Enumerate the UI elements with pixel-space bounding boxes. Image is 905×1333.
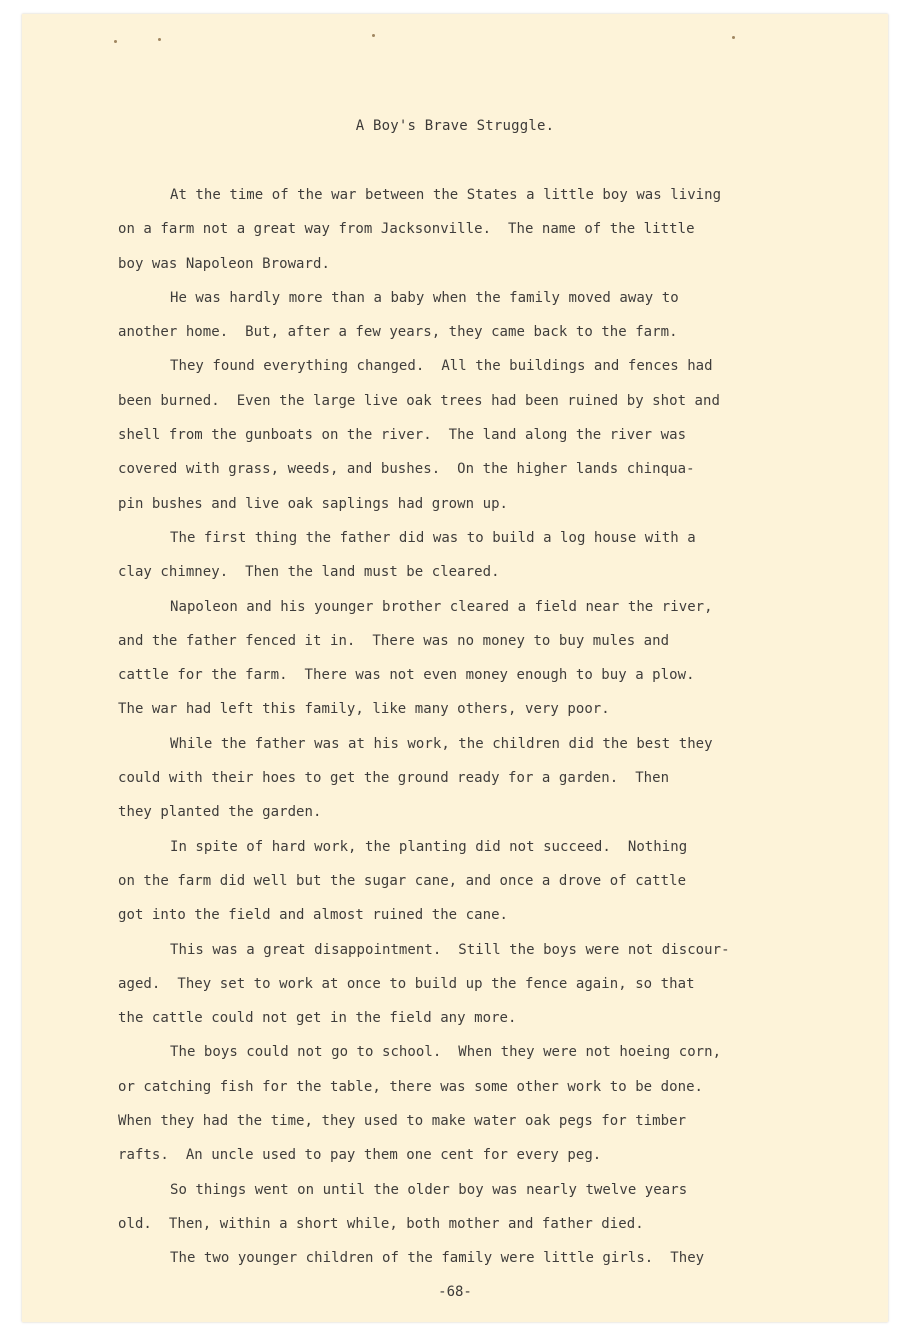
- text-line: covered with grass, weeds, and bushes. On the higher lands chinqua-: [118, 461, 695, 478]
- paper-speck: [158, 38, 161, 41]
- text-line: on the farm did well but the sugar cane, and once a drove of cattle: [118, 872, 687, 889]
- text-line: could with their hoes to get the ground ready for a garden. Then: [118, 770, 670, 787]
- text-line: The first thing the father did was to build a log house with a: [170, 529, 696, 546]
- text-line: The boys could not go to school. When they were not hoeing corn,: [170, 1044, 722, 1061]
- text-line: In spite of hard work, the planting did not succeed. Nothing: [170, 838, 688, 855]
- text-line: The two younger children of the family were little girls. They: [170, 1250, 705, 1267]
- text-line: aged. They set to work at once to build up the fence again, so that: [118, 975, 695, 992]
- text-line: They found everything changed. All the buildings and fences had: [170, 358, 713, 375]
- text-line: cattle for the farm. There was not even money enough to buy a plow.: [118, 667, 695, 684]
- typewritten-page: [22, 14, 888, 1322]
- text-line: and the father fenced it in. There was no money to buy mules and: [118, 632, 670, 649]
- paper-speck: [114, 40, 117, 43]
- text-line: they planted the garden.: [118, 804, 322, 821]
- text-line: on a farm not a great way from Jacksonville. The name of the little: [118, 221, 695, 238]
- text-line: Napoleon and his younger brother cleared a field near the river,: [170, 598, 713, 615]
- text-line: another home. But, after a few years, they came back to the farm.: [118, 324, 678, 341]
- text-line: got into the field and almost ruined the cane.: [118, 907, 509, 924]
- text-line: The war had left this family, like many others, very poor.: [118, 701, 610, 718]
- text-line: When they had the time, they used to make water oak pegs for timber: [118, 1113, 687, 1130]
- text-line: clay chimney. Then the land must be cleared.: [118, 564, 500, 581]
- text-line: He was hardly more than a baby when the family moved away to: [170, 289, 679, 306]
- page-number: -68-: [438, 1284, 472, 1300]
- text-line: rafts. An uncle used to pay them one cent for every peg.: [118, 1147, 602, 1164]
- text-line: the cattle could not get in the field any more.: [118, 1010, 517, 1027]
- text-line: been burned. Even the large live oak trees had been ruined by shot and: [118, 392, 720, 409]
- paper-speck: [372, 34, 375, 37]
- text-line: boy was Napoleon Broward.: [118, 255, 330, 272]
- text-line: shell from the gunboats on the river. The land along the river was: [118, 427, 687, 444]
- page-title: A Boy's Brave Struggle.: [355, 118, 555, 134]
- body-text: [118, 178, 838, 1276]
- text-line: old. Then, within a short while, both mother and father died.: [118, 1215, 644, 1232]
- text-line: or catching fish for the table, there was some other work to be done.: [118, 1078, 704, 1095]
- text-line: This was a great disappointment. Still the boys were not discour-: [170, 941, 730, 958]
- text-line: pin bushes and live oak saplings had grown up.: [118, 495, 509, 512]
- text-line: While the father was at his work, the children did the best they: [170, 735, 713, 752]
- text-line: At the time of the war between the States a little boy was living: [170, 187, 722, 203]
- text-line: So things went on until the older boy was nearly twelve years: [170, 1181, 688, 1198]
- paper-speck: [732, 36, 735, 39]
